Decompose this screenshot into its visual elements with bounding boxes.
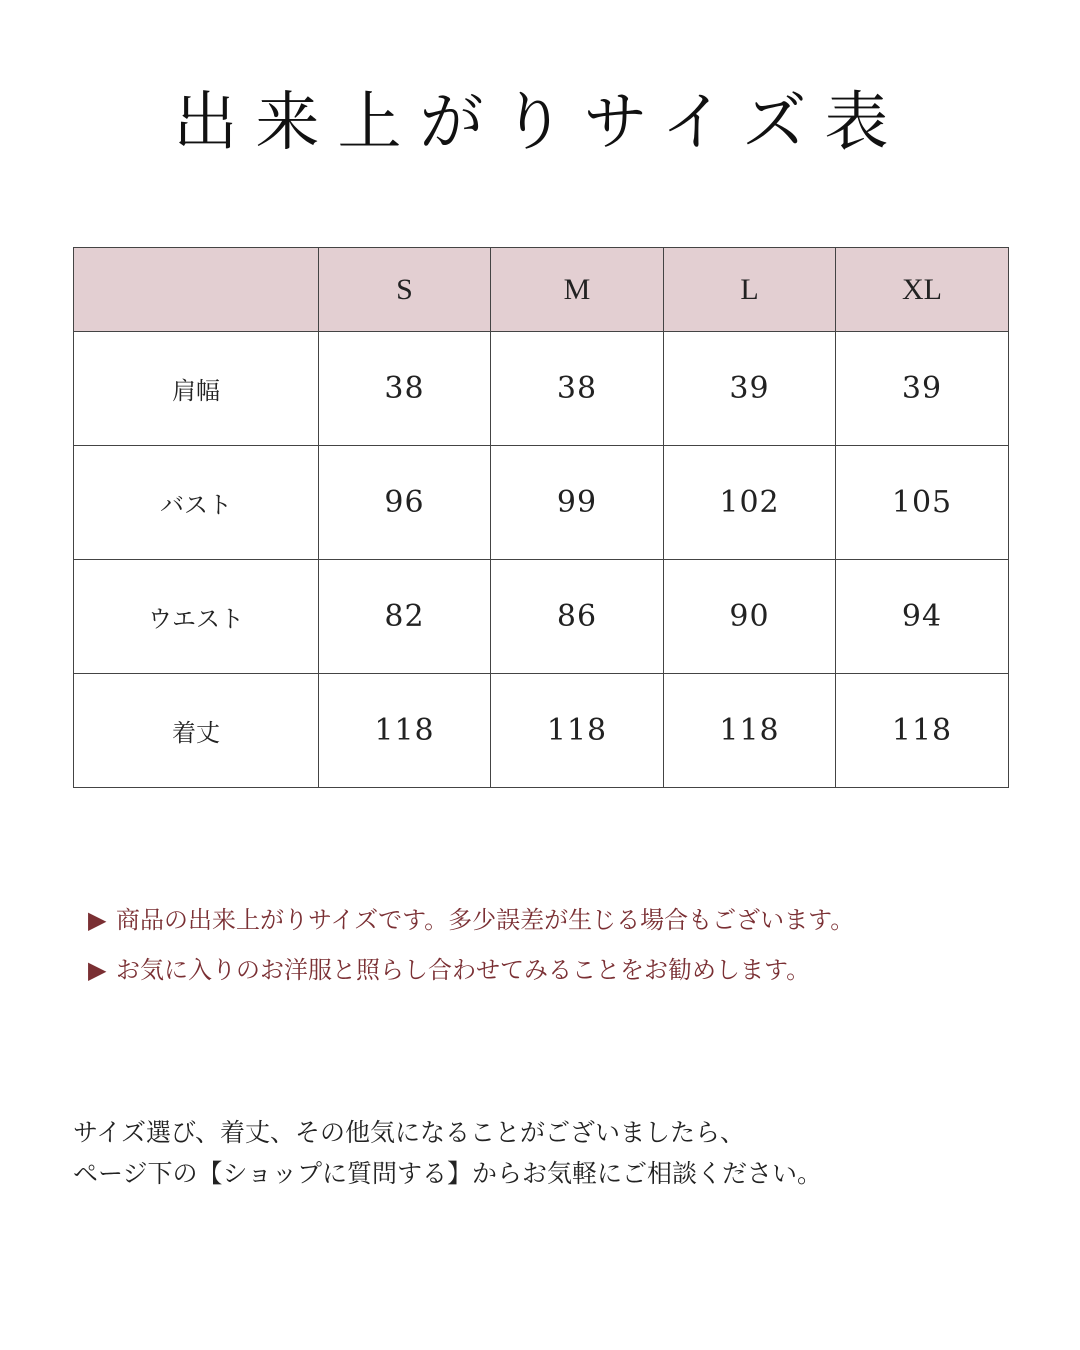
row-label-waist: ウエスト [74,560,319,674]
table-row [74,674,1009,788]
header-size-m: M [491,248,664,332]
table-cell: 96 [319,446,491,560]
header-size-xl: XL [836,248,1009,332]
header-size-s: S [319,248,491,332]
table-cell: 90 [664,560,836,674]
table-row [74,332,1009,446]
table-cell: 86 [491,560,664,674]
note-line-1 [88,895,1068,945]
table-cell: 118 [491,674,664,788]
size-table [73,247,1009,788]
table-cell: 82 [319,560,491,674]
table-cell: 102 [664,446,836,560]
table-cell: 38 [491,332,664,446]
table-cell: 38 [319,332,491,446]
size-header-row [74,248,1009,332]
table-cell: 99 [491,446,664,560]
contact-section [73,1112,1053,1194]
row-label-shoulder: 肩幅 [74,332,319,446]
table-cell: 118 [664,674,836,788]
table-cell: 118 [836,674,1009,788]
triangle-right-icon: ▶ [88,906,107,934]
table-cell: 39 [664,332,836,446]
header-corner-cell [74,248,319,332]
table-cell: 118 [319,674,491,788]
page-title: 出来上がりサイズ表 [173,86,907,160]
note-text-2: お気に入りのお洋服と照らし合わせてみることをお勧めします。 [116,956,811,984]
notes-section [88,895,1068,995]
table-cell: 39 [836,332,1009,446]
header-size-l: L [664,248,836,332]
triangle-right-icon: ▶ [88,956,107,984]
table-cell: 105 [836,446,1009,560]
table-cell: 94 [836,560,1009,674]
row-label-length: 着丈 [74,674,319,788]
table-row [74,560,1009,674]
row-label-bust: バスト [74,446,319,560]
note-line-2 [88,945,1068,995]
note-text-1: 商品の出来上がりサイズです。多少誤差が生じる場合もございます。 [116,906,855,934]
table-row [74,446,1009,560]
contact-text-1: サイズ選び、着丈、その他気になることがございましたら、 [73,1118,746,1147]
contact-text-2: ページ下の【ショップに質問する】からお気軽にご相談ください。 [73,1159,823,1188]
